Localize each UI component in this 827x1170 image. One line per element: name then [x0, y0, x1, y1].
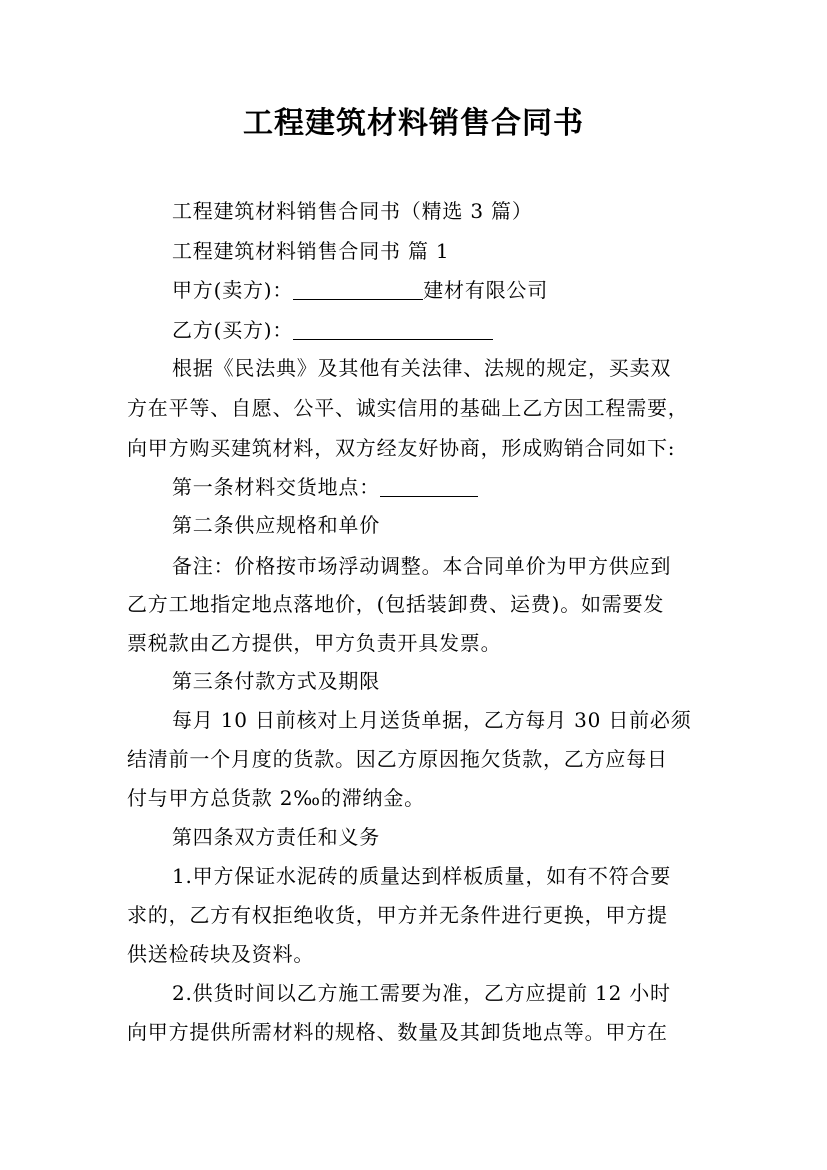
paragraph-line: 2.供货时间以乙方施工需要为准，乙方应提前 12 小时: [172, 981, 671, 1005]
party-b-label: 乙方(买方)：: [172, 318, 294, 342]
paragraph-line: 付与甲方总货款 2‰的滞纳金。: [127, 786, 425, 810]
subtitle-line: 工程建筑材料销售合同书（精选 3 篇）: [172, 199, 533, 223]
paragraph-line: 向甲方购买建筑材料，双方经友好协商，形成购销合同如下:: [127, 436, 676, 460]
party-a-blank: [293, 279, 423, 300]
paragraph-line: 结清前一个月度的货款。因乙方原因拖欠货款，乙方应每日: [127, 747, 668, 771]
party-b-blank: [293, 319, 493, 340]
party-a-line: [127, 276, 752, 304]
article-heading: 第四条双方责任和义务: [172, 825, 380, 849]
article-1-label: 第一条材料交货地点：: [172, 475, 380, 499]
paragraph-line: 票税款由乙方提供，甲方负责开具发票。: [127, 631, 502, 655]
paragraph-line: 根据《民法典》及其他有关法律、法规的规定，买卖双: [172, 356, 672, 380]
document-title: 工程建筑材料销售合同书: [243, 106, 584, 141]
party-b-line: [127, 316, 752, 344]
paragraph-line: 方在平等、自愿、公平、诚实信用的基础上乙方因工程需要，: [127, 396, 689, 420]
paragraph-line: 1.甲方保证水泥砖的质量达到样板质量，如有不符合要: [172, 864, 672, 888]
paragraph-line: 乙方工地指定地点落地价，(包括装卸费、运费)。如需要发: [127, 592, 665, 616]
section-heading: 工程建筑材料销售合同书 篇 1: [172, 239, 450, 263]
delivery-location-blank: [380, 476, 478, 497]
party-a-suffix: 建材有限公司: [423, 278, 549, 302]
paragraph-line: 向甲方提供所需材料的规格、数量及其卸货地点等。甲方在: [127, 1020, 668, 1044]
paragraph-line: 供送检砖块及资料。: [127, 942, 315, 966]
paragraph-line: 每月 10 日前核对上月送货单据，乙方每月 30 日前必须: [172, 708, 692, 732]
article-heading: 第三条付款方式及期限: [172, 669, 380, 693]
party-a-label: 甲方(卖方)：: [172, 278, 294, 302]
paragraph-line: 备注：价格按市场浮动调整。本合同单价为甲方供应到: [172, 554, 672, 578]
article-1-line: [127, 473, 752, 501]
article-heading: 第二条供应规格和单价: [172, 513, 380, 537]
paragraph-line: 求的，乙方有权拒绝收货，甲方并无条件进行更换，甲方提: [127, 903, 668, 927]
